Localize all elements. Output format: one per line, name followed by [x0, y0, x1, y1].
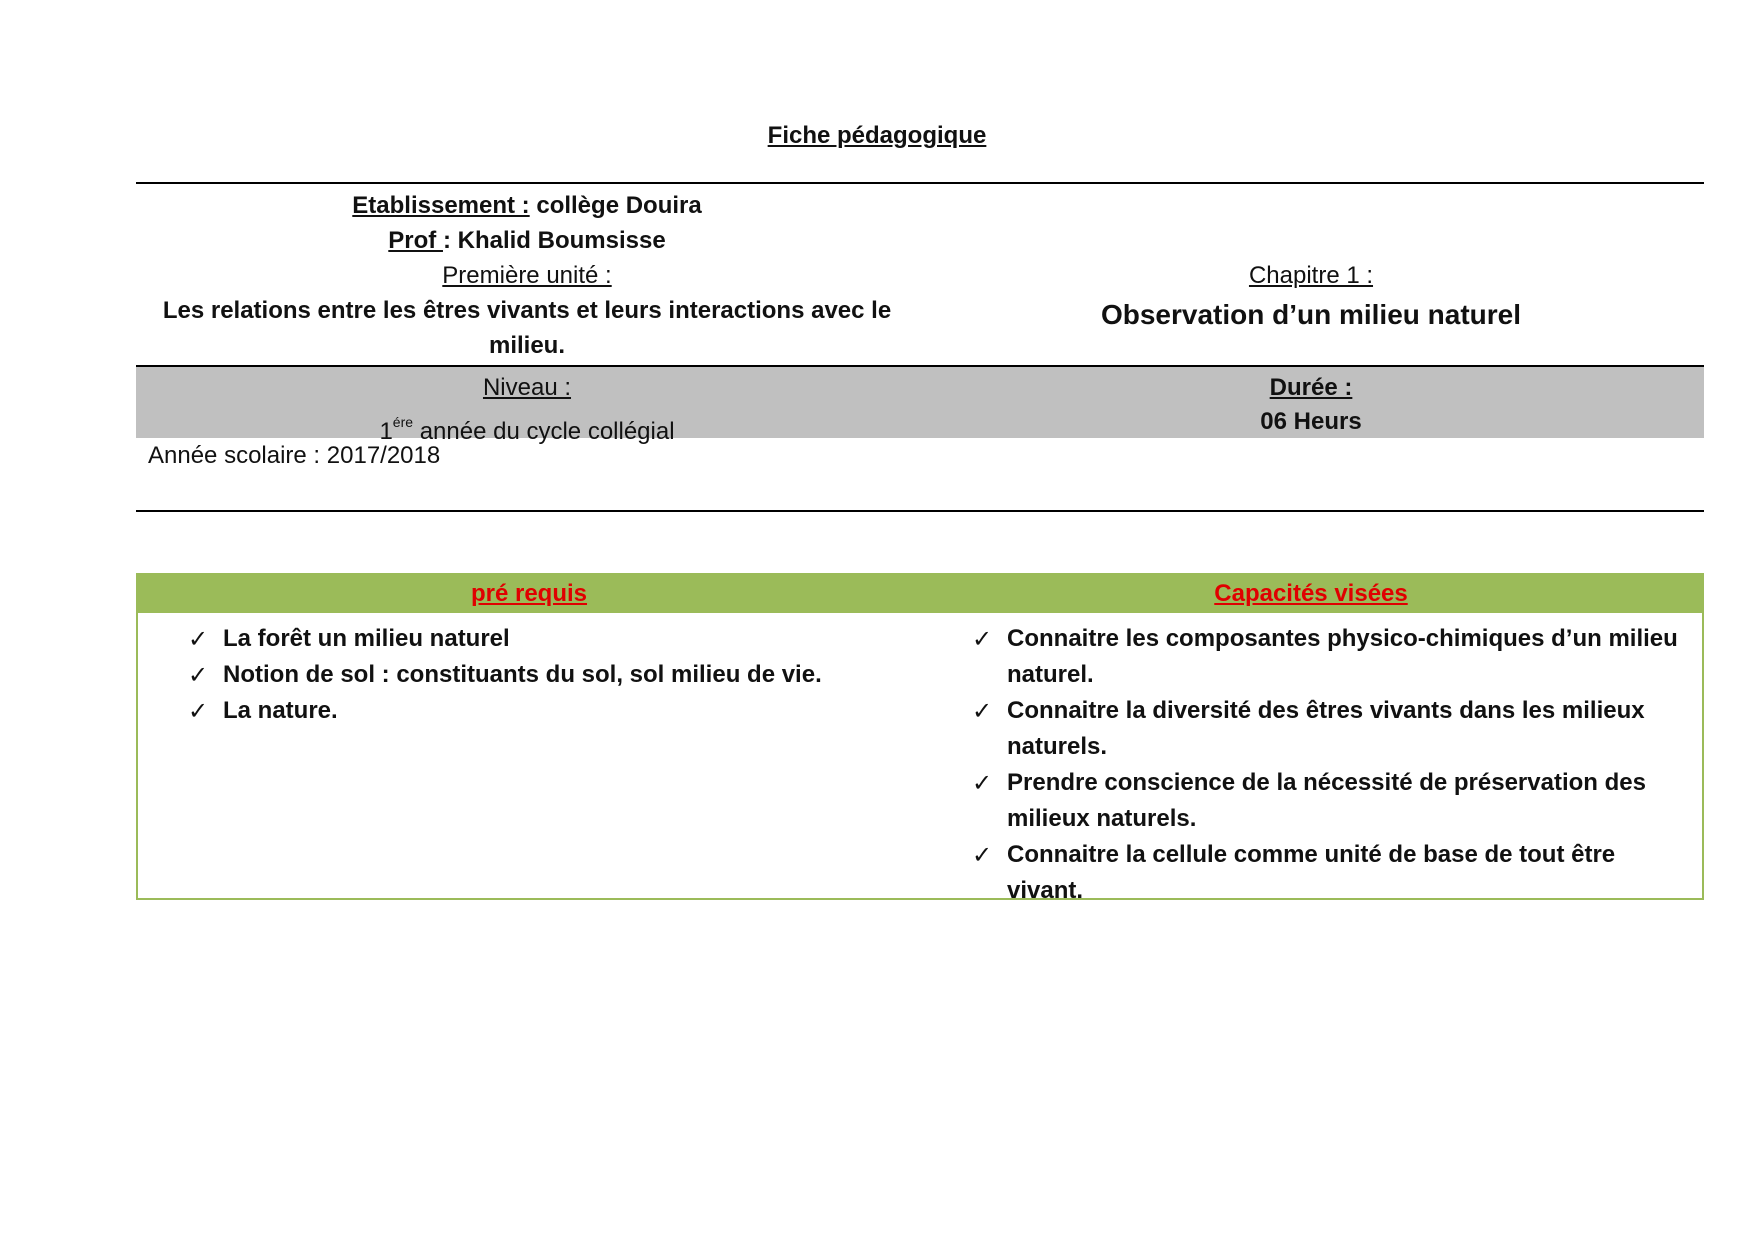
capacity-text: Connaitre la diversité des êtres vivants dans les milieux naturels.: [1007, 697, 1645, 760]
establishment-value: collège Douira: [529, 192, 702, 219]
objectives-table-header: [138, 575, 1702, 613]
level-duration-row: [136, 367, 1704, 445]
duration-label: Durée :: [1269, 374, 1353, 401]
list-item: [138, 657, 920, 693]
school-year: Année scolaire : 2017/2018: [148, 442, 441, 469]
duration-cell: [918, 367, 1704, 438]
list-item: [920, 621, 1702, 693]
capacities-cell: [920, 613, 1702, 909]
header-top-row: [136, 184, 1704, 367]
check-icon: ✓: [188, 697, 209, 725]
list-item: [138, 693, 920, 729]
level-number: 1: [379, 418, 393, 445]
check-icon: ✓: [972, 841, 993, 869]
unit-title: Les relations entre les êtres vivants et leurs interactions avec le milieu.: [162, 297, 892, 359]
prof-value: : Khalid Boumsisse: [442, 227, 666, 254]
check-icon: ✓: [188, 625, 209, 653]
check-icon: ✓: [972, 625, 993, 653]
document-title: Fiche pédagogique: [767, 122, 987, 149]
list-item: [920, 693, 1702, 765]
objectives-table-body: [138, 613, 1702, 909]
list-item: [920, 765, 1702, 837]
header-right-cell: [918, 184, 1704, 365]
level-text: année du cycle collégial: [413, 418, 675, 445]
prerequisites-list: [138, 621, 920, 729]
list-item: [138, 621, 920, 657]
capacity-text: Connaitre la cellule comme unité de base de tout être vivant.: [1007, 841, 1616, 904]
prerequisite-text: Notion de sol : constituants du sol, sol milieu de vie.: [223, 661, 822, 688]
header-table: [136, 182, 1704, 512]
capacity-text: Connaitre les composantes physico-chimiques d’un milieu naturel.: [1007, 625, 1678, 688]
prof-label: Prof: [388, 227, 443, 254]
header-left-cell: [136, 184, 918, 365]
capacities-header: Capacités visées: [1214, 580, 1408, 607]
unit-label: Première unité :: [442, 262, 612, 289]
school-year-row: [136, 438, 1704, 512]
check-icon: ✓: [188, 661, 209, 689]
establishment-line: [136, 188, 918, 223]
level-cell: [136, 367, 918, 445]
prof-line: [136, 223, 918, 258]
prerequisites-cell: [138, 613, 920, 909]
level-superscript: ére: [392, 414, 414, 430]
duration-value: 06 Heurs: [1260, 408, 1362, 435]
prerequisite-text: La nature.: [223, 697, 338, 724]
chapter-label: Chapitre 1 :: [1248, 262, 1374, 289]
chapter-title: Observation d’un milieu naturel: [1100, 299, 1522, 330]
prerequisite-text: La forêt un milieu naturel: [223, 625, 510, 652]
objectives-table: [136, 573, 1704, 904]
capacity-text: Prendre conscience de la nécessité de préservation des milieux naturels.: [1007, 769, 1646, 832]
capacities-list: [920, 621, 1702, 909]
prerequisites-header: pré requis: [470, 580, 588, 607]
check-icon: ✓: [972, 769, 993, 797]
level-label: Niveau :: [482, 374, 572, 401]
list-item: [920, 837, 1702, 909]
check-icon: ✓: [972, 697, 993, 725]
establishment-label: Etablissement :: [352, 192, 530, 219]
